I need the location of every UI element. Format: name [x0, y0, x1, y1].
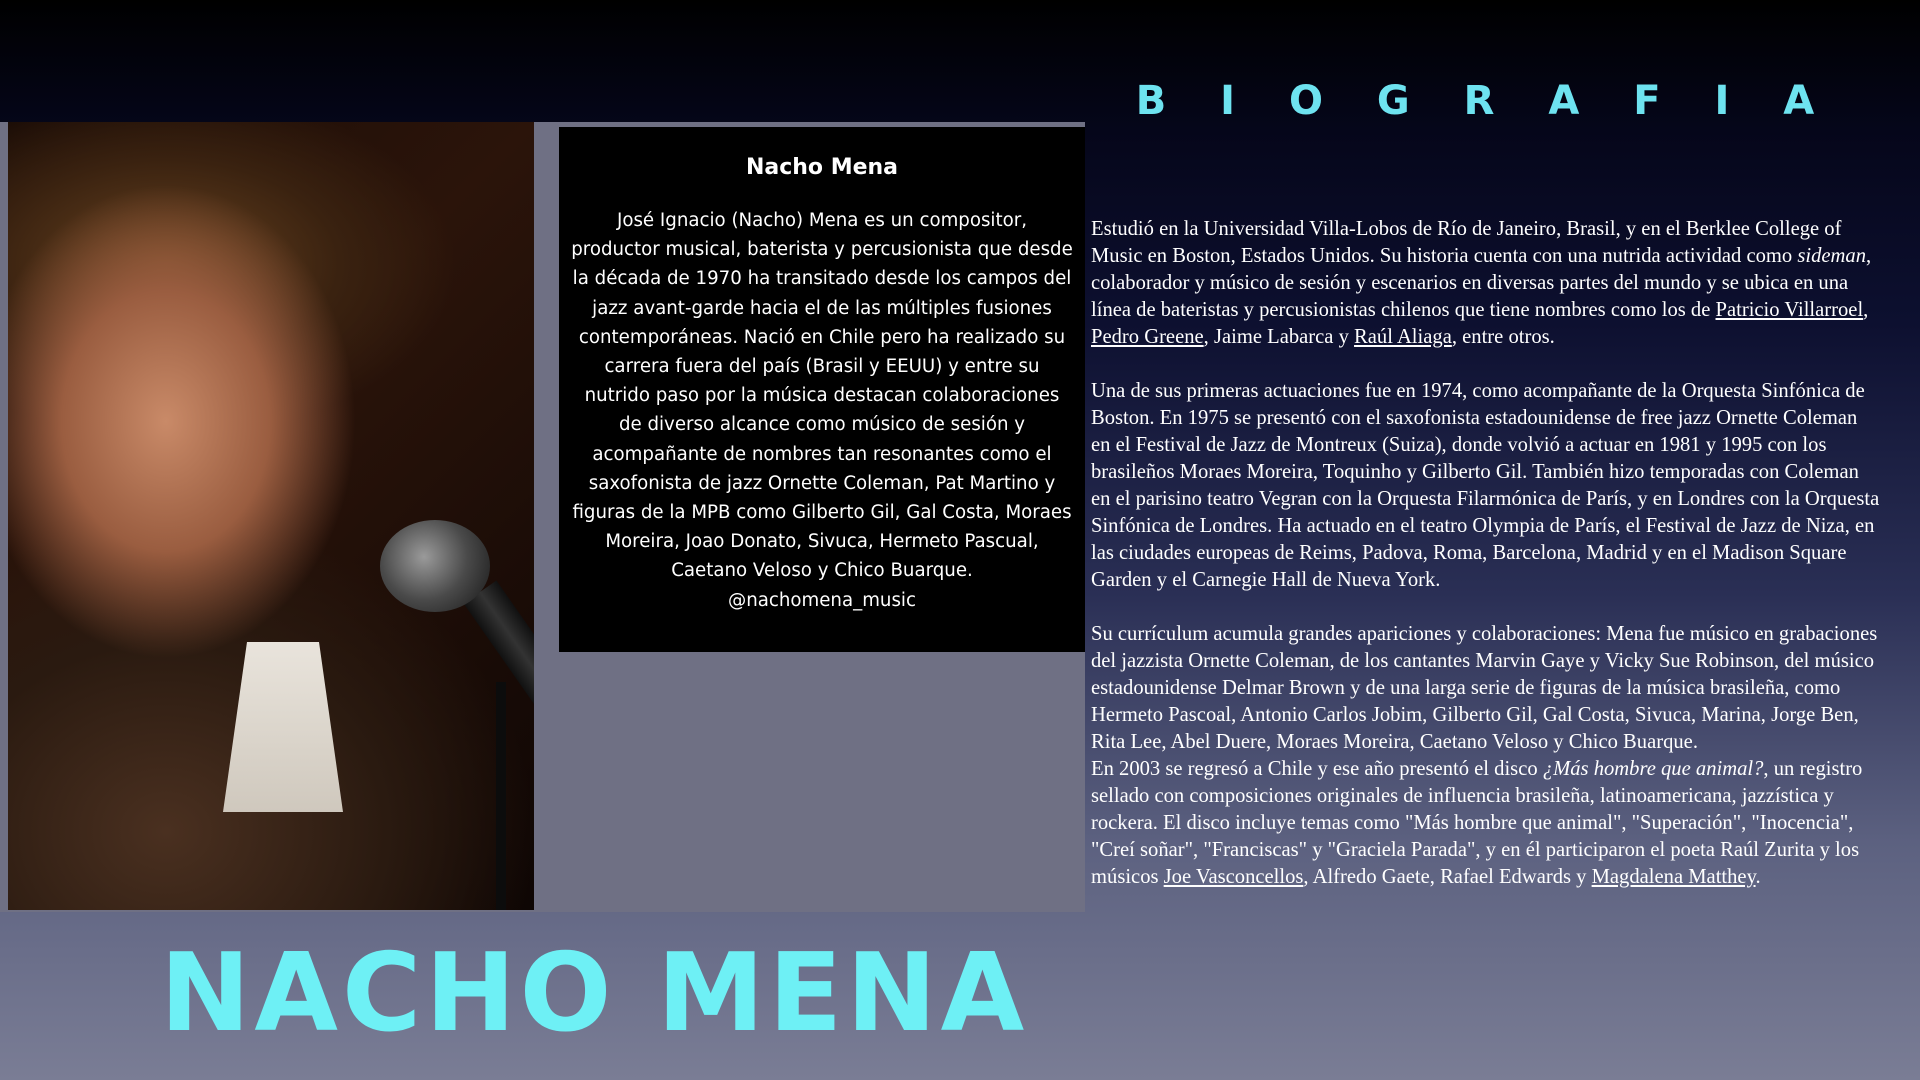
bio-text-span: , Alfredo Gaete, Rafael Edwards y: [1303, 866, 1592, 888]
link-magdalena-matthey[interactable]: Magdalena Matthey: [1591, 866, 1756, 888]
card-title: Nacho Mena: [745, 155, 899, 180]
portrait-photo: [8, 122, 534, 910]
bio-text-span: , un registro sellado con composiciones originales de influencia brasileña, latinoamericana, jazzística y rockera. El disco incluye temas como "Más hombre que animal", "Superación", "Inocencia", "Creí soñar", "Franciscas" y "Graciela Parada", y en él participaron el poeta Raúl Zurita y los músicos: [1091, 758, 1863, 888]
bio-emphasis: sideman: [1797, 245, 1867, 267]
card-handle[interactable]: @nachomena_music: [728, 589, 916, 611]
bio-text-span: , Jaime Labarca y: [1203, 326, 1355, 348]
microphone-icon: [380, 520, 490, 612]
bio-text-span: En 2003 se regresó a Chile y ese año presentó el disco: [1091, 758, 1543, 780]
section-title: B I O G R A F I A: [1135, 78, 1835, 124]
microphone-stand: [496, 682, 506, 910]
link-joe-vasconcellos[interactable]: Joe Vasconcellos: [1163, 866, 1304, 888]
bio-text-span: , entre otros.: [1451, 326, 1555, 348]
card-text: José Ignacio (Nacho) Mena es un compositor, productor musical, baterista y percusionista que desde la década de 1970 ha transitado desde los campos del jazz avant-garde hacia el de las múltiples fusiones contemporáneas. Nació en Chile pero ha realizado su carrera fuera del país (Brasil y EEUU) y entre su nutrido paso por la música destacan colaboraciones de diverso alcance como músico de sesión y acompañante de nombres tan resonantes como el saxofonista de jazz Ornette Coleman, Pat Martino y figuras de la MPB como Gilberto Gil, Gal Costa, Moraes Moreira, Joao Donato, Sivuca, Hermeto Pascual, Caetano Veloso y Chico Buarque.: [571, 210, 1073, 582]
link-patricio-villarroel[interactable]: Patricio Villarroel: [1715, 299, 1864, 321]
bio-text-span: , colaborador y músico de sesión y escenarios en diversas partes del mundo y se ubica en una línea de bateristas y percusionistas chilenos que tiene nombres como los de: [1091, 245, 1872, 321]
album-title: ¿Más hombre que animal?: [1542, 758, 1764, 780]
bio-card: [559, 127, 1085, 652]
bio-paragraph-3: Su currículum acumula grandes apariciones y colaboraciones: Mena fue músico en grabaciones del jazzista Ornette Coleman, de los cantantes Marvin Gaye y Vicky Sue Robinson, del músico estadounidense Delmar Brown y de una larga serie de figuras de la música brasileña, como Hermeto Pascoal, Antonio Carlos Jobim, Gilberto Gil, Gal Costa, Sivuca, Marina, Jorge Ben, Rita Lee, Abel Duere, Moraes Moreira, Caetano Veloso y Chico Buarque.: [1091, 623, 1878, 753]
bio-paragraph-1: [1091, 216, 1881, 351]
bio-text-span: .: [1755, 866, 1761, 888]
biography-text: [1091, 216, 1881, 891]
artist-name-heading: NACHO MENA: [160, 931, 1029, 1056]
shirt-shape: [223, 642, 343, 812]
bio-text-span: Estudió en la Universidad Villa-Lobos de Río de Janeiro, Brasil, y en el Berklee College of Music en Boston, Estados Unidos. Su historia cuenta con una nutrida actividad como: [1091, 218, 1842, 267]
link-raul-aliaga[interactable]: Raúl Aliaga: [1354, 326, 1452, 348]
bio-paragraph-4: [1091, 756, 1881, 891]
bio-text-span: ,: [1863, 299, 1869, 321]
bio-paragraph-2: Una de sus primeras actuaciones fue en 1974, como acompañante de la Orquesta Sinfónica de Boston. En 1975 se presentó con el saxofonista estadounidense de free jazz Ornette Coleman en el Festival de Jazz de Montreux (Suiza), donde volvió a actuar en 1981 y 1995 con los brasileños Moraes Moreira, Toquinho y Gilberto Gil. También hizo temporadas con Coleman en el parisino teatro Vegran con la Orquesta Filarmónica de París, y en Londres con la Orquesta Sinfónica de Londres. Ha actuado en el teatro Olympia de París, el Festival de Jazz de Niza, en las ciudades europeas de Reims, Padova, Roma, Barcelona, Madrid y en el Madison Square Garden y el Carnegie Hall de Nueva York.: [1091, 380, 1880, 591]
link-pedro-greene[interactable]: Pedro Greene: [1091, 326, 1204, 348]
